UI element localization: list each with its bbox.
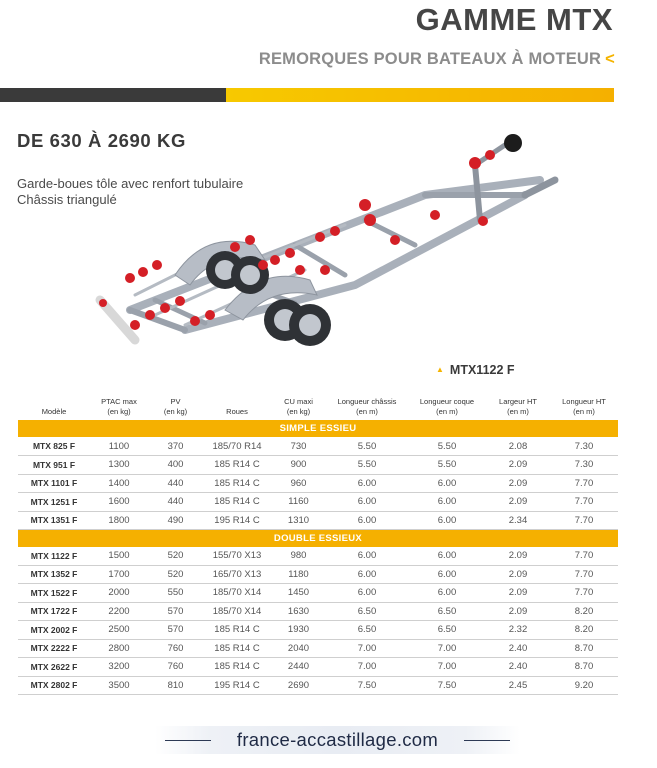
table-cell: 6.00 xyxy=(408,511,486,530)
table-cell: 1300 xyxy=(90,456,148,475)
model-cell: MTX 1522 F xyxy=(18,584,90,603)
table-cell: 165/70 X13 xyxy=(203,565,271,584)
table-cell: 2.32 xyxy=(486,621,550,640)
table-cell: 7.50 xyxy=(408,676,486,695)
table-cell: 490 xyxy=(148,511,203,530)
table-cell: 440 xyxy=(148,493,203,512)
table-cell: 2.40 xyxy=(486,639,550,658)
column-header-label: Longueur coque xyxy=(419,397,475,406)
table-cell: 760 xyxy=(148,639,203,658)
section-row xyxy=(18,530,618,547)
table-cell: 195 R14 C xyxy=(203,511,271,530)
table-row xyxy=(18,511,618,530)
table-cell: 6.50 xyxy=(326,621,408,640)
table-cell: 1600 xyxy=(90,493,148,512)
table-cell: 6.50 xyxy=(408,602,486,621)
table-cell: 8.70 xyxy=(550,639,618,658)
table-cell: 2.45 xyxy=(486,676,550,695)
column-header xyxy=(550,392,618,420)
table-row xyxy=(18,493,618,512)
model-cell: MTX 1101 F xyxy=(18,474,90,493)
page-subtitle xyxy=(259,50,615,69)
table-cell: 7.70 xyxy=(550,493,618,512)
table-cell: 7.30 xyxy=(550,456,618,475)
table-cell: 8.70 xyxy=(550,658,618,677)
table-cell: 960 xyxy=(271,474,326,493)
table-cell: 6.00 xyxy=(326,493,408,512)
table-cell: 550 xyxy=(148,584,203,603)
table-cell: 2.40 xyxy=(486,658,550,677)
table-cell: 7.70 xyxy=(550,584,618,603)
table-cell: 7.70 xyxy=(550,565,618,584)
table-cell: 2440 xyxy=(271,658,326,677)
model-cell: MTX 2002 F xyxy=(18,621,90,640)
table-row xyxy=(18,547,618,566)
table-cell: 2.09 xyxy=(486,565,550,584)
table-row xyxy=(18,621,618,640)
model-cell: MTX 2622 F xyxy=(18,658,90,677)
column-header-label: Modèle xyxy=(41,407,67,416)
column-header xyxy=(90,392,148,420)
table-cell: 1500 xyxy=(90,547,148,566)
subtitle-text: REMORQUES POUR BATEAUX À MOTEUR xyxy=(258,50,602,68)
model-cell: MTX 1352 F xyxy=(18,565,90,584)
table-cell: 5.50 xyxy=(326,456,408,475)
column-header-unit: (en m) xyxy=(436,407,458,416)
table-cell: 5.50 xyxy=(408,456,486,475)
table-cell: 400 xyxy=(148,456,203,475)
image-caption xyxy=(436,363,515,377)
table-row xyxy=(18,658,618,677)
table-cell: 2.09 xyxy=(486,584,550,603)
column-header-label: PV xyxy=(170,397,181,406)
table-cell: 2500 xyxy=(90,621,148,640)
column-header-unit: (en m) xyxy=(507,407,529,416)
table-cell: 185/70 X14 xyxy=(203,602,271,621)
section-label: DOUBLE ESSIEUX xyxy=(18,530,618,547)
model-cell: MTX 2222 F xyxy=(18,639,90,658)
feature-line: Garde-boues tôle avec renfort tubulaire xyxy=(17,176,244,191)
table-row xyxy=(18,602,618,621)
model-cell: MTX 1722 F xyxy=(18,602,90,621)
column-header-label: Longueur HT xyxy=(562,397,606,406)
table-cell: 2800 xyxy=(90,639,148,658)
table-cell: 7.00 xyxy=(326,639,408,658)
table-row xyxy=(18,639,618,658)
table-cell: 185 R14 C xyxy=(203,456,271,475)
model-cell: MTX 951 F xyxy=(18,456,90,475)
table-cell: 5.50 xyxy=(408,437,486,456)
table-cell: 2.09 xyxy=(486,456,550,475)
table-header-row xyxy=(18,392,618,420)
table-cell: 6.00 xyxy=(326,474,408,493)
table-cell: 1700 xyxy=(90,565,148,584)
column-header xyxy=(408,392,486,420)
triangle-icon: ▲ xyxy=(436,365,444,374)
table-cell: 520 xyxy=(148,565,203,584)
model-cell: MTX 1251 F xyxy=(18,493,90,512)
column-header-label: PTAC max xyxy=(101,397,137,406)
model-cell: MTX 825 F xyxy=(18,437,90,456)
table-cell: 6.00 xyxy=(408,493,486,512)
column-header-unit: (en m) xyxy=(573,407,595,416)
table-cell: 195 R14 C xyxy=(203,676,271,695)
model-cell: MTX 2802 F xyxy=(18,676,90,695)
header-bar-dark xyxy=(0,88,226,102)
table-cell: 6.50 xyxy=(408,621,486,640)
table-cell: 980 xyxy=(271,547,326,566)
header-bar-accent xyxy=(226,88,614,102)
table-cell: 185 R14 C xyxy=(203,621,271,640)
table-cell: 2000 xyxy=(90,584,148,603)
table-cell: 570 xyxy=(148,602,203,621)
column-header xyxy=(486,392,550,420)
table-cell: 185 R14 C xyxy=(203,639,271,658)
table-cell: 2.34 xyxy=(486,511,550,530)
table-cell: 760 xyxy=(148,658,203,677)
footer-banner xyxy=(155,726,520,754)
table-cell: 6.00 xyxy=(326,584,408,603)
trailer-illustration xyxy=(95,125,565,365)
column-header xyxy=(203,392,271,420)
table-cell: 6.00 xyxy=(408,547,486,566)
table-cell: 8.20 xyxy=(550,602,618,621)
table-cell: 520 xyxy=(148,547,203,566)
table-cell: 9.20 xyxy=(550,676,618,695)
table-cell: 3200 xyxy=(90,658,148,677)
website-link[interactable]: france-accastillage.com xyxy=(236,729,439,750)
column-header-unit: (en m) xyxy=(356,407,378,416)
table-cell: 6.00 xyxy=(408,474,486,493)
table-cell: 185/70 X14 xyxy=(203,584,271,603)
table-cell: 6.50 xyxy=(326,602,408,621)
table-cell: 7.70 xyxy=(550,547,618,566)
table-row xyxy=(18,474,618,493)
table-cell: 5.50 xyxy=(326,437,408,456)
table-cell: 6.00 xyxy=(408,565,486,584)
table-row xyxy=(18,584,618,603)
table-cell: 6.00 xyxy=(326,565,408,584)
table-cell: 730 xyxy=(271,437,326,456)
column-header xyxy=(148,392,203,420)
table-cell: 155/70 X13 xyxy=(203,547,271,566)
section-row xyxy=(18,420,618,437)
weight-range: DE 630 À 2690 KG xyxy=(17,130,186,151)
table-cell: 370 xyxy=(148,437,203,456)
table-cell: 7.00 xyxy=(408,658,486,677)
table-cell: 6.00 xyxy=(326,511,408,530)
column-header-unit: (en kg) xyxy=(107,407,131,416)
table-cell: 570 xyxy=(148,621,203,640)
caption-text: MTX1122 F xyxy=(449,363,515,377)
table-row xyxy=(18,676,618,695)
column-header-label: Largeur HT xyxy=(499,397,537,406)
table-cell: 2200 xyxy=(90,602,148,621)
table-cell: 185 R14 C xyxy=(203,493,271,512)
table-cell: 1630 xyxy=(271,602,326,621)
table-cell: 7.00 xyxy=(408,639,486,658)
specs-table xyxy=(18,392,618,695)
column-header-label: Longueur châssis xyxy=(337,397,397,406)
table-cell: 185 R14 C xyxy=(203,474,271,493)
table-body xyxy=(18,420,618,695)
table-cell: 2.09 xyxy=(486,547,550,566)
table-cell: 2.09 xyxy=(486,474,550,493)
table-cell: 6.00 xyxy=(408,584,486,603)
table-cell: 3500 xyxy=(90,676,148,695)
table-cell: 185 R14 C xyxy=(203,658,271,677)
table-cell: 2690 xyxy=(271,676,326,695)
table-cell: 7.70 xyxy=(550,511,618,530)
column-header xyxy=(18,392,90,420)
table-cell: 810 xyxy=(148,676,203,695)
table-cell: 6.00 xyxy=(326,547,408,566)
table-cell: 1930 xyxy=(271,621,326,640)
table-cell: 185/70 R14 xyxy=(203,437,271,456)
table-cell: 8.20 xyxy=(550,621,618,640)
table-cell: 1450 xyxy=(271,584,326,603)
table-row xyxy=(18,437,618,456)
column-header xyxy=(326,392,408,420)
table-cell: 1800 xyxy=(90,511,148,530)
table-cell: 440 xyxy=(148,474,203,493)
table-cell: 7.70 xyxy=(550,474,618,493)
model-cell: MTX 1122 F xyxy=(18,547,90,566)
table-cell: 1400 xyxy=(90,474,148,493)
column-header-unit: (en kg) xyxy=(286,407,311,416)
footer-divider xyxy=(464,740,510,741)
table-cell: 2.09 xyxy=(486,602,550,621)
column-header-unit: (en kg) xyxy=(163,407,188,416)
table-cell: 900 xyxy=(271,456,326,475)
model-cell: MTX 1351 F xyxy=(18,511,90,530)
table-cell: 1180 xyxy=(271,565,326,584)
table-cell: 2.09 xyxy=(486,493,550,512)
table-cell: 7.30 xyxy=(550,437,618,456)
feature-line: Châssis triangulé xyxy=(17,192,117,207)
table-cell: 2040 xyxy=(271,639,326,658)
table-cell: 7.00 xyxy=(326,658,408,677)
table-cell: 1100 xyxy=(90,437,148,456)
table-cell: 7.50 xyxy=(326,676,408,695)
section-label: SIMPLE ESSIEU xyxy=(18,420,618,437)
table-row xyxy=(18,565,618,584)
column-header xyxy=(271,392,326,420)
column-header-label: CU maxi xyxy=(284,397,313,406)
table-cell: 2.08 xyxy=(486,437,550,456)
chevron-left-icon: < xyxy=(605,50,615,68)
table-cell: 1160 xyxy=(271,493,326,512)
table-cell: 1310 xyxy=(271,511,326,530)
column-header-label: Roues xyxy=(226,407,248,416)
table-row xyxy=(18,456,618,475)
page-title: GAMME MTX xyxy=(415,2,613,37)
